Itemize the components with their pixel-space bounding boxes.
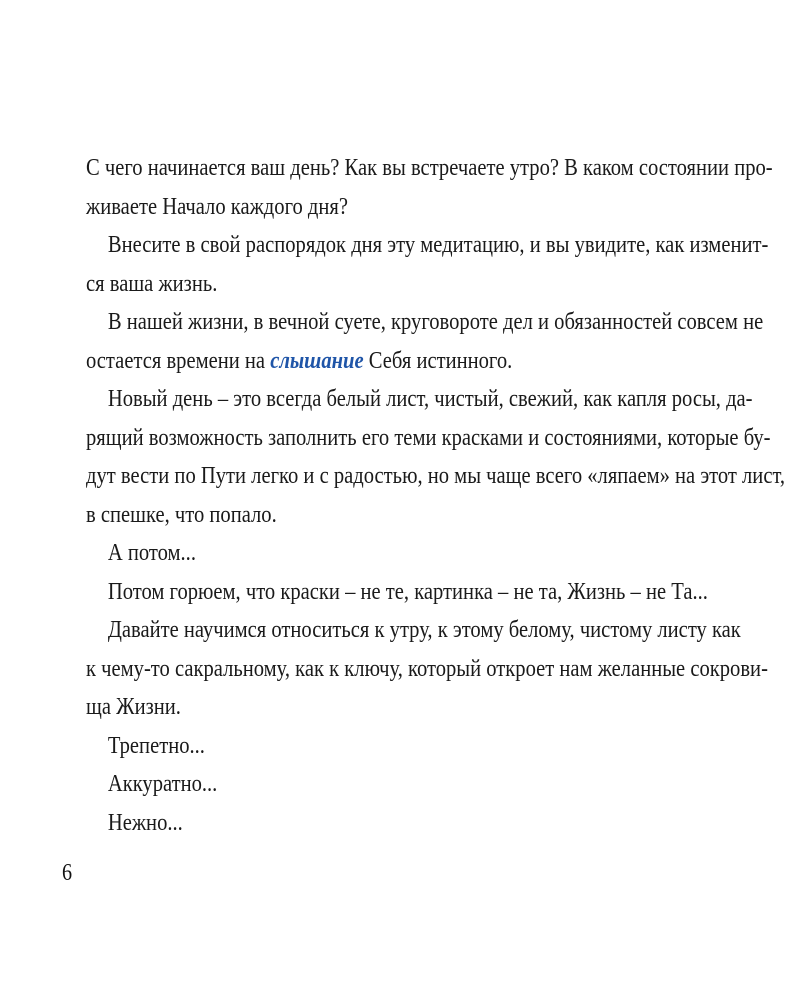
paragraph-line: Давайте научимся относиться к утру, к этому белому, чистому листу как: [107, 616, 741, 643]
paragraph-4: [86, 380, 786, 534]
paragraph-line: Аккуратно...: [107, 770, 218, 797]
paragraph-line: дут вести по Пути легко и с радостью, но мы чаще всего «ляпаем» на этот лист,: [86, 462, 786, 489]
paragraph-line: ща Жизни.: [86, 693, 181, 720]
paragraph-line: остается времени на слышание Себя истинного.: [86, 346, 513, 374]
paragraph-10: [86, 804, 726, 843]
paragraph-9: [86, 765, 726, 804]
paragraph-5: [86, 534, 726, 573]
page-body: [86, 149, 786, 842]
paragraph-line: А потом...: [107, 539, 196, 566]
paragraph-line: в спешке, что попало.: [86, 500, 277, 528]
paragraph-2: [86, 226, 769, 303]
paragraph-line: живаете Начало каждого дня?: [86, 192, 349, 220]
paragraph-line: Нежно...: [107, 808, 183, 836]
paragraph-6: [86, 573, 726, 612]
page-number: 6: [62, 860, 73, 886]
paragraph-8: [86, 727, 726, 766]
paragraph-line: Внесите в свой распорядок дня эту медитацию, и вы увидите, как изменит-: [107, 231, 769, 258]
paragraph-line: ся ваша жизнь.: [86, 269, 218, 297]
paragraph-line: к чему-то сакральному, как к ключу, который откроет нам желанные сокрови-: [86, 654, 768, 682]
emphasized-word: слышание: [270, 346, 364, 374]
paragraph-line: рящий возможность заполнить его теми красками и состояниями, которые бу-: [86, 423, 771, 451]
paragraph-line: Новый день – это всегда белый лист, чистый, свежий, как капля росы, да-: [107, 385, 753, 412]
paragraph-line: С чего начинается ваш день? Как вы встречаете утро? В каком состоянии про-: [86, 154, 773, 181]
paragraph-1: [86, 149, 773, 226]
paragraph-line: Трепетно...: [107, 731, 205, 759]
paragraph-3: [86, 303, 764, 380]
paragraph-line: Потом горюем, что краски – не те, картинка – не та, Жизнь – не Та...: [107, 577, 708, 605]
paragraph-7: [86, 611, 768, 727]
paragraph-line: В нашей жизни, в вечной суете, круговороте дел и обязанностей совсем не: [107, 308, 764, 335]
